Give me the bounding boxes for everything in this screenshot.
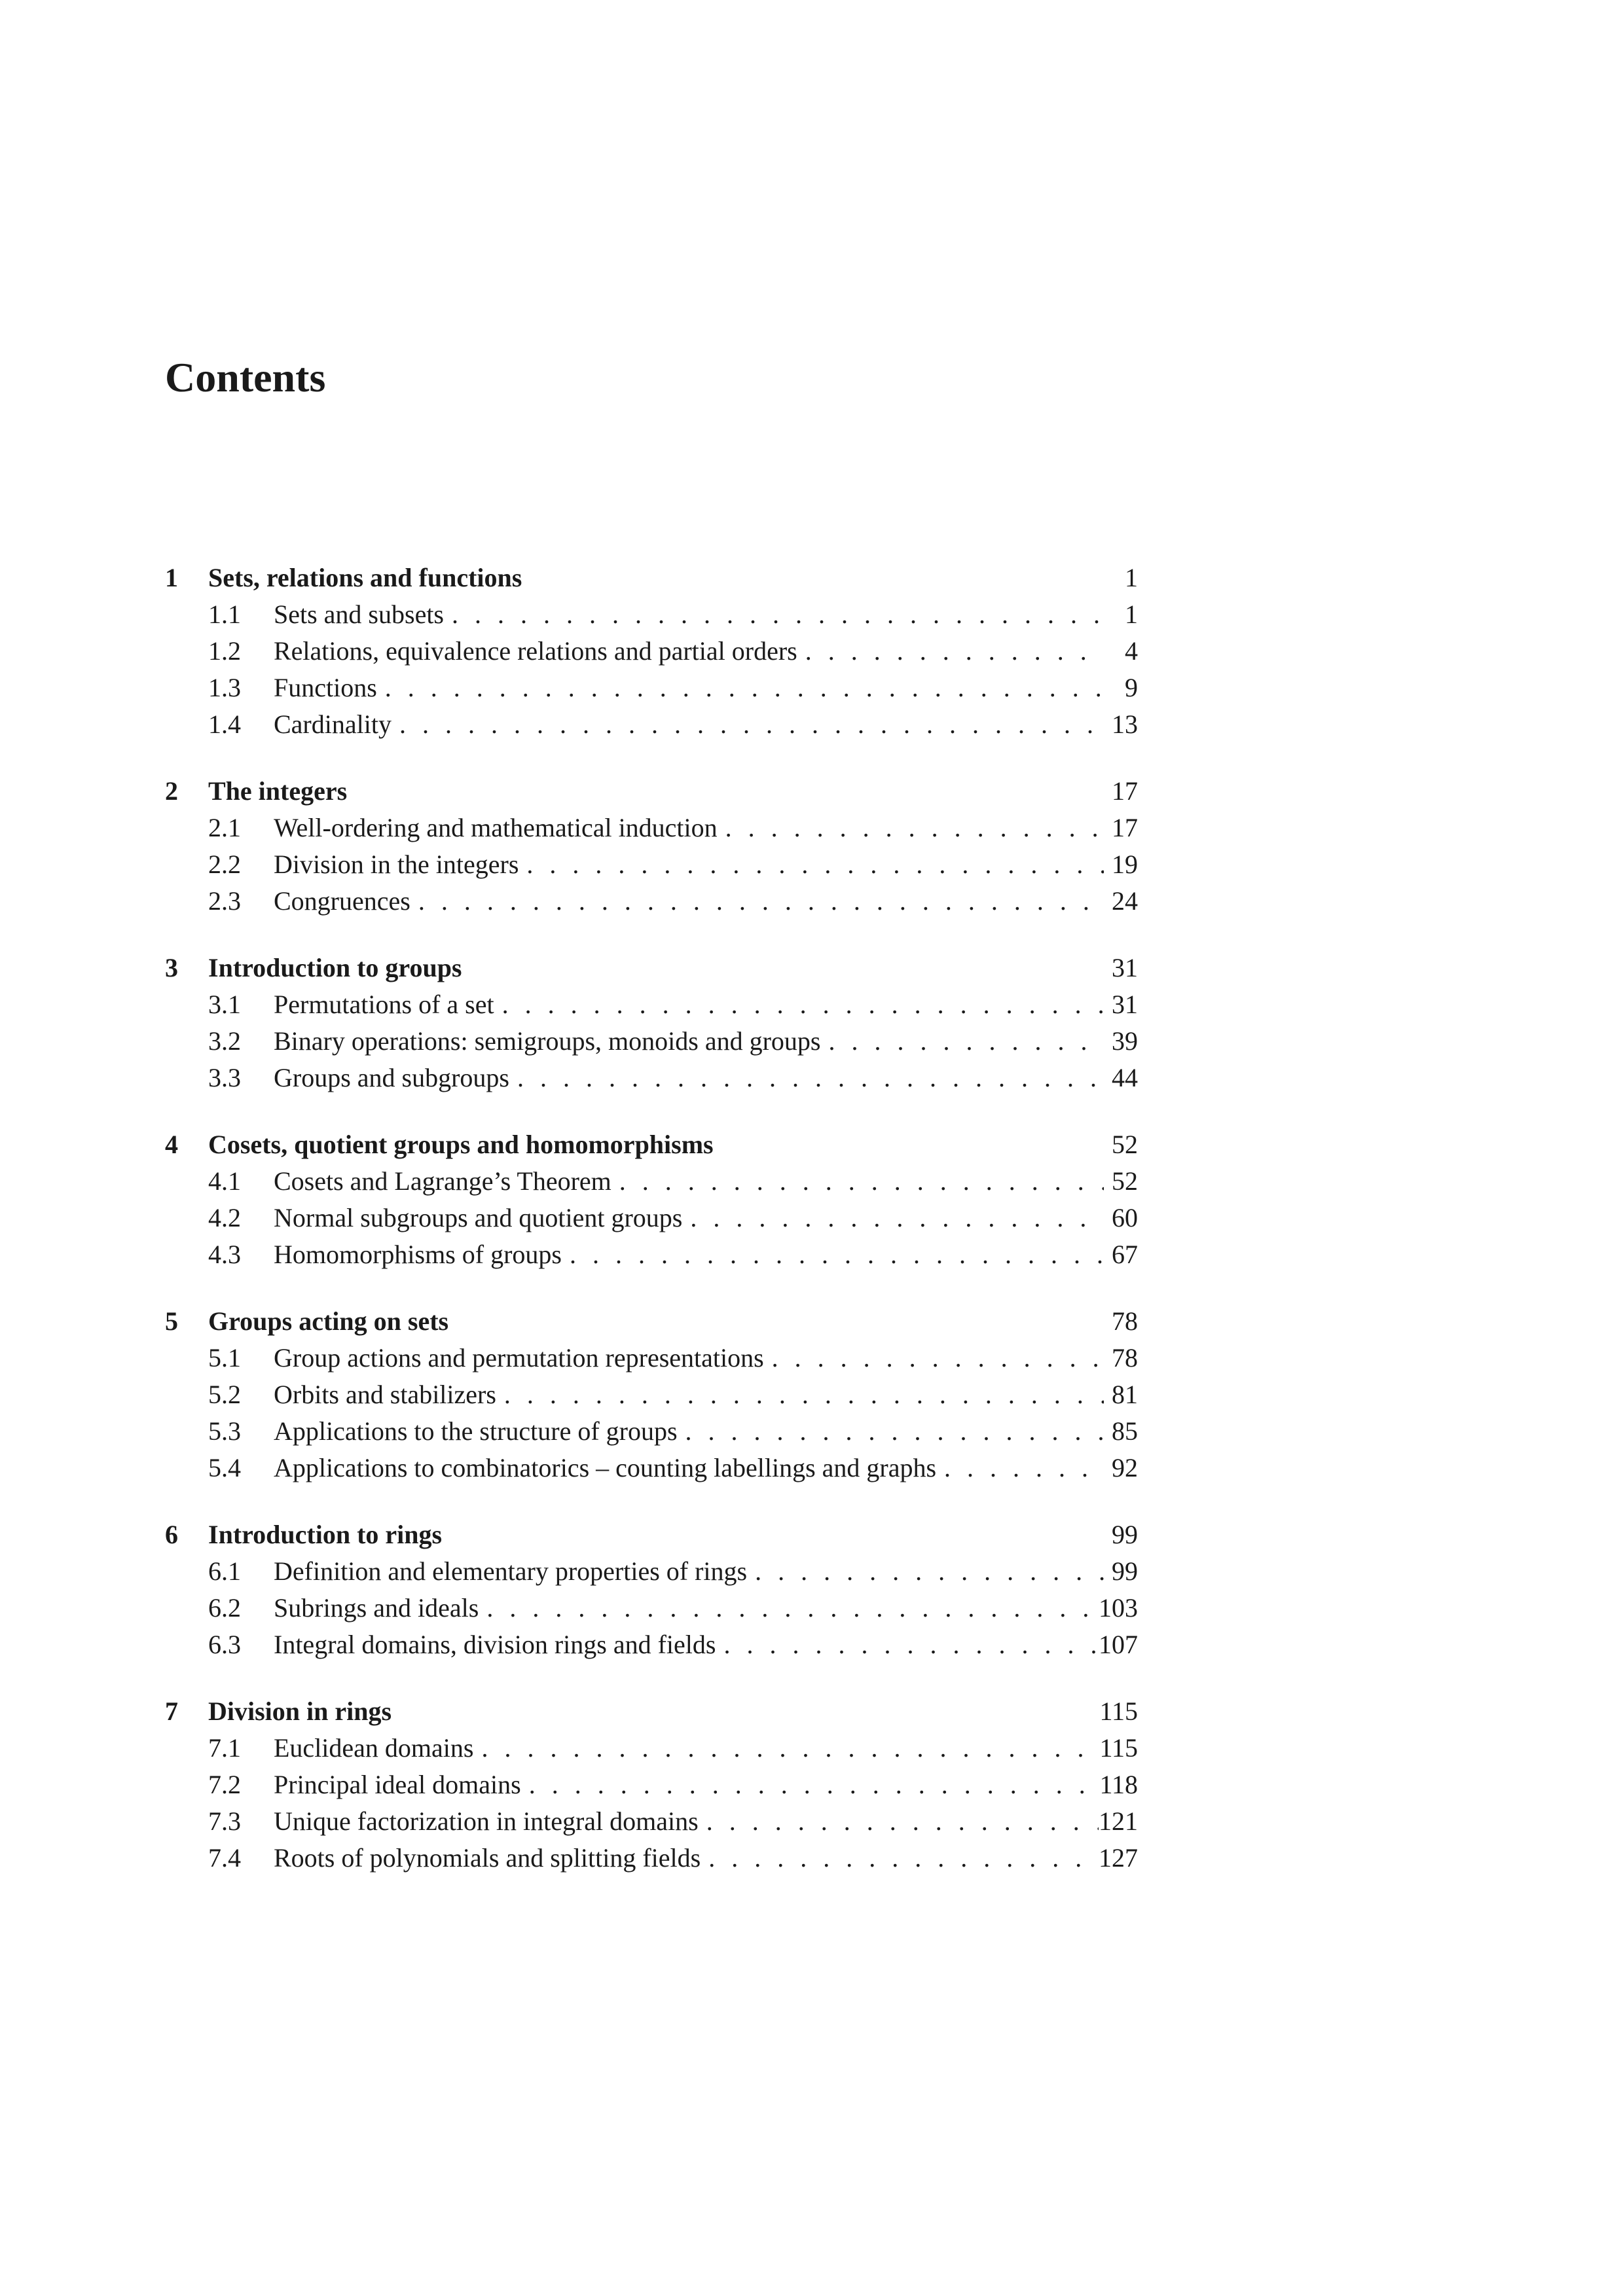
page-number: 52: [1112, 1166, 1138, 1196]
page-number: 103: [1099, 1593, 1138, 1623]
section-title: Principal ideal domains: [274, 1770, 521, 1799]
section-number: 4.3: [208, 1240, 241, 1269]
chapter-title: The integers: [208, 776, 348, 806]
page-number: 107: [1099, 1630, 1138, 1659]
section-title: Functions: [274, 673, 377, 702]
page-number: 115: [1099, 1696, 1138, 1726]
page-number: 31: [1112, 953, 1138, 982]
section-title: Division in the integers: [274, 850, 519, 879]
page-number: 67: [1112, 1240, 1138, 1269]
section-number: 6.1: [208, 1556, 241, 1586]
chapter-entry[interactable]: [165, 1516, 1138, 1553]
section-title: Sets and subsets: [274, 600, 444, 629]
chapter-3: [165, 950, 1138, 1096]
section-entry[interactable]: [165, 1730, 1138, 1767]
section-number: 5.1: [208, 1343, 241, 1372]
dot-leader: [496, 1376, 1104, 1413]
dot-leader: [716, 1626, 1099, 1663]
dot-leader: [519, 846, 1104, 883]
section-number: 1.1: [208, 600, 241, 629]
page-title: Contents: [165, 354, 326, 401]
section-number: 4.2: [208, 1203, 241, 1232]
page-number: 44: [1112, 1063, 1138, 1092]
section-number: 1.4: [208, 709, 241, 739]
page-number: 81: [1112, 1380, 1138, 1409]
section-entry[interactable]: [165, 810, 1138, 846]
dot-leader: [718, 810, 1104, 846]
section-entry[interactable]: [165, 986, 1138, 1023]
page-number: 99: [1112, 1556, 1138, 1586]
chapter-entry[interactable]: [165, 1303, 1138, 1340]
section-title: Applications to the structure of groups: [274, 1416, 678, 1446]
section-number: 5.4: [208, 1453, 241, 1482]
chapter-6: [165, 1516, 1138, 1663]
section-title: Normal subgroups and quotient groups: [274, 1203, 683, 1232]
page-number: 1: [1125, 563, 1138, 592]
chapter-title: Introduction to rings: [208, 1520, 443, 1549]
dot-leader: [410, 883, 1104, 920]
page-number: 13: [1112, 709, 1138, 739]
page-number: 17: [1112, 813, 1138, 842]
section-number: 7.4: [208, 1843, 241, 1873]
page-number: 17: [1112, 776, 1138, 806]
dot-leader: [936, 1450, 1104, 1486]
section-entry[interactable]: [165, 1803, 1138, 1840]
dot-leader: [699, 1803, 1099, 1840]
chapter-entry[interactable]: [165, 773, 1138, 810]
section-entry[interactable]: [165, 1450, 1138, 1486]
page-number: 52: [1112, 1130, 1138, 1159]
dot-leader: [820, 1023, 1104, 1060]
dot-leader: [392, 706, 1104, 743]
section-entry[interactable]: [165, 1236, 1138, 1273]
section-title: Relations, equivalence relations and partial orders: [274, 636, 797, 666]
section-entry[interactable]: [165, 846, 1138, 883]
chapter-number: 7: [165, 1696, 178, 1726]
dot-leader: [747, 1553, 1104, 1590]
dot-leader: [473, 1730, 1099, 1767]
dot-leader: [611, 1163, 1104, 1200]
page-number: 92: [1112, 1453, 1138, 1482]
section-title: Definition and elementary properties of rings: [274, 1556, 748, 1586]
section-number: 7.1: [208, 1733, 241, 1763]
section-number: 3.3: [208, 1063, 241, 1092]
chapter-4: [165, 1126, 1138, 1273]
dot-leader: [797, 633, 1104, 670]
chapter-5: [165, 1303, 1138, 1486]
dot-leader: [509, 1060, 1104, 1096]
section-entry[interactable]: [165, 1626, 1138, 1663]
chapter-7: [165, 1693, 1138, 1876]
section-entry[interactable]: [165, 1200, 1138, 1236]
section-number: 7.2: [208, 1770, 241, 1799]
section-number: 7.3: [208, 1806, 241, 1836]
page-number: 115: [1099, 1733, 1138, 1763]
chapter-number: 5: [165, 1306, 178, 1336]
dot-leader: [701, 1840, 1099, 1876]
section-title: Cardinality: [274, 709, 392, 739]
dot-leader: [444, 596, 1104, 633]
chapter-number: 4: [165, 1130, 178, 1159]
chapter-entry[interactable]: [165, 560, 1138, 596]
section-number: 1.2: [208, 636, 241, 666]
dot-leader: [494, 986, 1104, 1023]
chapter-number: 1: [165, 563, 178, 592]
section-number: 5.2: [208, 1380, 241, 1409]
dot-leader: [521, 1767, 1100, 1803]
page-number: 9: [1125, 673, 1138, 702]
section-title: Cosets and Lagrange’s Theorem: [274, 1166, 611, 1196]
section-entry[interactable]: [165, 1413, 1138, 1450]
section-title: Permutations of a set: [274, 990, 494, 1019]
page-number: 127: [1099, 1843, 1138, 1873]
section-number: 2.1: [208, 813, 241, 842]
section-title: Applications to combinatorics – counting labellings and graphs: [274, 1453, 937, 1482]
page-number: 78: [1112, 1343, 1138, 1372]
dot-leader: [479, 1590, 1099, 1626]
section-entry[interactable]: [165, 1590, 1138, 1626]
section-title: Groups and subgroups: [274, 1063, 509, 1092]
section-title: Binary operations: semigroups, monoids and groups: [274, 1026, 821, 1056]
table-of-contents: [165, 560, 1138, 1907]
section-entry[interactable]: [165, 706, 1138, 743]
page-number: 99: [1112, 1520, 1138, 1549]
section-number: 3.1: [208, 990, 241, 1019]
dot-leader: [682, 1200, 1104, 1236]
section-entry[interactable]: [165, 670, 1138, 706]
section-number: 6.3: [208, 1630, 241, 1659]
chapter-title: Division in rings: [208, 1696, 392, 1726]
chapter-entry[interactable]: [165, 950, 1138, 986]
section-number: 2.3: [208, 886, 241, 916]
chapter-title: Cosets, quotient groups and homomorphisms: [208, 1130, 714, 1159]
chapter-number: 2: [165, 776, 178, 806]
page-number: 118: [1099, 1770, 1138, 1799]
section-number: 1.3: [208, 673, 241, 702]
section-title: Integral domains, division rings and fields: [274, 1630, 716, 1659]
dot-leader: [377, 670, 1104, 706]
dot-leader: [562, 1236, 1104, 1273]
page-number: 19: [1112, 850, 1138, 879]
section-title: Orbits and stabilizers: [274, 1380, 496, 1409]
section-title: Well-ordering and mathematical induction: [274, 813, 718, 842]
page-number: 24: [1112, 886, 1138, 916]
section-number: 3.2: [208, 1026, 241, 1056]
page-number: 85: [1112, 1416, 1138, 1446]
section-title: Homomorphisms of groups: [274, 1240, 562, 1269]
section-number: 5.3: [208, 1416, 241, 1446]
chapter-1: [165, 560, 1138, 743]
section-entry[interactable]: [165, 596, 1138, 633]
chapter-entry[interactable]: [165, 1693, 1138, 1730]
section-entry[interactable]: [165, 1840, 1138, 1876]
section-title: Roots of polynomials and splitting fields: [274, 1843, 701, 1873]
section-title: Euclidean domains: [274, 1733, 474, 1763]
section-entry[interactable]: [165, 633, 1138, 670]
section-number: 6.2: [208, 1593, 241, 1623]
page-number: 39: [1112, 1026, 1138, 1056]
dot-leader: [764, 1340, 1104, 1376]
page-number: 78: [1112, 1306, 1138, 1336]
chapter-entry[interactable]: [165, 1126, 1138, 1163]
page-number: 60: [1112, 1203, 1138, 1232]
section-title: Group actions and permutation representations: [274, 1343, 764, 1372]
chapter-number: 6: [165, 1520, 178, 1549]
page-number: 31: [1112, 990, 1138, 1019]
chapter-title: Sets, relations and functions: [208, 563, 522, 592]
chapter-title: Groups acting on sets: [208, 1306, 449, 1336]
chapter-number: 3: [165, 953, 178, 982]
section-title: Congruences: [274, 886, 410, 916]
page-number: 1: [1125, 600, 1138, 629]
section-entry[interactable]: [165, 1023, 1138, 1060]
section-entry[interactable]: [165, 1376, 1138, 1413]
chapter-2: [165, 773, 1138, 920]
section-title: Subrings and ideals: [274, 1593, 479, 1623]
section-entry[interactable]: [165, 1060, 1138, 1096]
section-entry[interactable]: [165, 883, 1138, 920]
page-number: 4: [1125, 636, 1138, 666]
chapter-title: Introduction to groups: [208, 953, 462, 982]
section-number: 2.2: [208, 850, 241, 879]
page-number: 121: [1099, 1806, 1138, 1836]
dot-leader: [678, 1413, 1104, 1450]
section-number: 4.1: [208, 1166, 241, 1196]
section-entry[interactable]: [165, 1340, 1138, 1376]
section-entry[interactable]: [165, 1553, 1138, 1590]
section-entry[interactable]: [165, 1163, 1138, 1200]
section-entry[interactable]: [165, 1767, 1138, 1803]
section-title: Unique factorization in integral domains: [274, 1806, 699, 1836]
